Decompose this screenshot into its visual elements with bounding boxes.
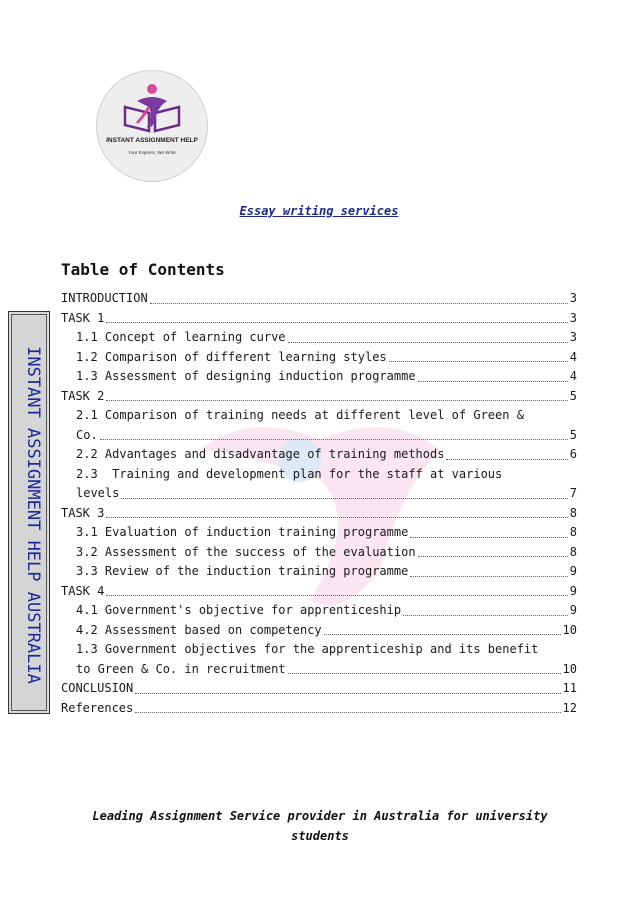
toc-entry-page: 5: [569, 388, 577, 403]
toc-entry-text: 1.3 Assessment of designing induction programme: [76, 369, 416, 383]
footer-tagline: [70, 806, 570, 846]
company-logo: [96, 70, 208, 182]
toc-entry-4-3-line1[interactable]: [61, 640, 577, 660]
logo-emblem-icon: [97, 71, 207, 181]
toc-entry-3-3[interactable]: [61, 562, 577, 582]
toc-entry-1-3[interactable]: [61, 367, 577, 387]
toc-entry-conclusion[interactable]: [61, 679, 577, 699]
toc-entry-2-2[interactable]: [61, 445, 577, 465]
toc-entry-text: 2.1 Comparison of training needs at different level of Green &: [76, 408, 524, 422]
toc-entry-page: 9: [569, 603, 577, 617]
toc-entry-2-1-line2[interactable]: [61, 426, 577, 446]
toc-entry-page: 12: [562, 700, 577, 715]
toc-entry-text: INTRODUCTION: [61, 291, 148, 305]
toc-entry-references[interactable]: [61, 699, 577, 719]
toc-entry-text: References: [61, 700, 134, 715]
toc-entry-page: 6: [569, 447, 577, 461]
toc-entry-text: 1.2 Comparison of different learning styles: [76, 349, 387, 364]
toc-entry-page: 8: [569, 525, 577, 539]
toc-entry-2-3-line1[interactable]: [61, 465, 577, 485]
toc-entry-text: 1.1 Concept of learning curve: [76, 330, 286, 344]
toc-entry-task3[interactable]: [61, 504, 577, 524]
toc-entry-page: 10: [562, 661, 577, 676]
toc-entry-page: 11: [562, 681, 577, 695]
toc-entry-1-1[interactable]: [61, 328, 577, 348]
toc-entry-text: to Green & Co. in recruitment: [76, 661, 286, 676]
toc-entry-text: TASK 4: [61, 583, 105, 598]
toc-entry-text: TASK 1: [61, 310, 105, 325]
table-of-contents: [61, 289, 577, 718]
toc-entry-text: 2.2 Advantages and disadvantage of training methods: [76, 447, 445, 461]
toc-entry-text: 1.3 Government objectives for the apprenticeship and its benefit: [76, 642, 539, 656]
logo-tagline: Your Express, We Write: [128, 150, 176, 155]
footer-line-1: Leading Assignment Service provider in Australia for university: [92, 809, 548, 823]
toc-entry-text: 2.3 Training and development plan for the staff at various: [76, 466, 503, 481]
toc-entry-page: 4: [569, 369, 577, 383]
toc-entry-page: 3: [569, 330, 577, 344]
toc-entry-text: levels: [76, 486, 120, 500]
logo-title: INSTANT ASSIGNMENT HELP: [106, 137, 198, 144]
toc-entry-page: 3: [569, 310, 577, 325]
toc-entry-4-2[interactable]: [61, 621, 577, 641]
toc-entry-task1[interactable]: [61, 309, 577, 329]
toc-entry-page: 10: [562, 622, 577, 637]
service-title[interactable]: Essay writing services: [239, 204, 399, 218]
toc-entry-2-1-line1[interactable]: [61, 406, 577, 426]
toc-entry-task4[interactable]: [61, 582, 577, 602]
toc-entry-text: 3.3 Review of the induction training programme: [76, 564, 409, 578]
toc-entry-page: 8: [569, 505, 577, 520]
toc-entry-page: 9: [569, 564, 577, 578]
toc-entry-text: TASK 3: [61, 505, 105, 520]
toc-entry-3-2[interactable]: [61, 543, 577, 563]
toc-entry-3-1[interactable]: [61, 523, 577, 543]
toc-entry-4-1[interactable]: [61, 601, 577, 621]
toc-entry-page: 7: [569, 486, 577, 500]
toc-entry-page: 3: [569, 291, 577, 305]
toc-entry-text: CONCLUSION: [61, 681, 134, 695]
toc-entry-text: TASK 2: [61, 388, 105, 403]
toc-entry-page: 4: [569, 349, 577, 364]
toc-entry-text: Co.: [76, 427, 98, 442]
footer-line-2: students: [291, 829, 349, 843]
toc-entry-page: 9: [569, 583, 577, 598]
toc-entry-page: 5: [569, 427, 577, 442]
toc-heading: Table of Contents: [61, 260, 225, 279]
side-banner-text: INSTANT ASSIGNMENT HELP AUSTRALIA: [23, 346, 43, 684]
toc-entry-text: 3.1 Evaluation of induction training programme: [76, 525, 409, 539]
toc-entry-text: 4.1 Government's objective for apprenticeship: [76, 603, 402, 617]
toc-entry-page: 8: [569, 544, 577, 559]
toc-entry-text: 4.2 Assessment based on competency: [76, 622, 322, 637]
side-banner: [8, 311, 50, 714]
toc-entry-introduction[interactable]: [61, 289, 577, 309]
toc-entry-4-3-line2[interactable]: [61, 660, 577, 680]
toc-entry-1-2[interactable]: [61, 348, 577, 368]
toc-entry-text: 3.2 Assessment of the success of the evaluation: [76, 544, 416, 559]
toc-entry-2-3-line2[interactable]: [61, 484, 577, 504]
toc-entry-task2[interactable]: [61, 387, 577, 407]
